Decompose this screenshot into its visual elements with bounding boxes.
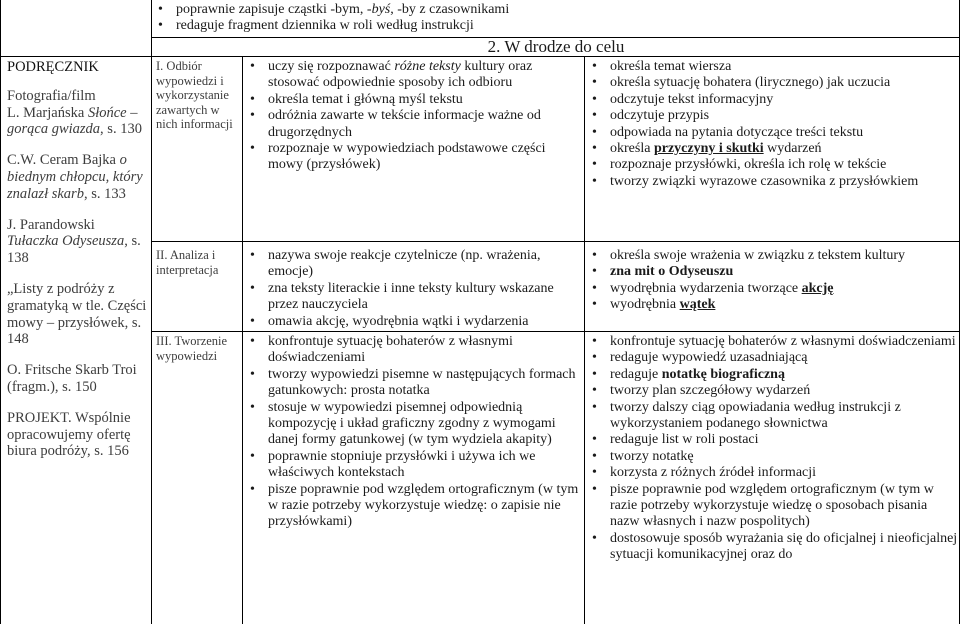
stage-label: III. Tworzenie wypowiedzi <box>156 334 228 363</box>
list-item: • tworzy związki wyrazowe czasownika z przysłówkiem <box>586 174 958 190</box>
list-item: • redaguje wypowiedź uzasadniającą <box>586 350 958 366</box>
extended-requirements-3 <box>586 334 958 564</box>
list-item: • rozpoznaje w wypowiedziach podstawowe części mowy (przysłówek) <box>244 141 582 174</box>
extended-requirements-1 <box>586 59 958 190</box>
list-item: • określa swoje wrażenia w związku z tekstem kultury <box>586 248 958 264</box>
list-item: • odróżnia zawarte w tekście informacje ważne od drugorzędnych <box>244 108 582 141</box>
list-item: • pisze poprawnie pod względem ortograficznym (w tym w razie potrzeby wykorzystuje wiedzę o sposobach pisania nazw własnych i nazw pospolitych) <box>586 482 958 531</box>
list-item: • wyodrębnia wydarzenia tworzące akcję <box>586 281 958 297</box>
reading-item: PROJEKT. Wspólnie opracowujemy ofertę biura podróży, s. 156 <box>7 409 131 460</box>
list-item: • określa temat i główną myśl tekstu <box>244 92 582 108</box>
list-item: • tworzy notatkę <box>586 449 958 465</box>
list-item: • redaguje notatkę biograficzną <box>586 367 958 383</box>
column-divider <box>242 56 243 624</box>
list-item: • konfrontuje sytuację bohaterów z własnymi doświadczeniami <box>586 334 958 350</box>
column-divider <box>584 56 585 624</box>
reading-item: „Listy z podróży z gramatyką w tle. Części mowy – przysłówek, s. 148 <box>7 280 147 348</box>
basic-requirements-1 <box>244 59 582 174</box>
list-item: • zna mit o Odyseuszu <box>586 264 958 280</box>
list-item: • konfrontuje sytuację bohaterów z własnymi doświadczeniami <box>244 334 582 367</box>
top-bullet-list <box>152 2 952 35</box>
list-item: • poprawnie stopniuje przysłówki i używa ich we właściwych kontekstach <box>244 449 582 482</box>
list-item: • rozpoznaje przysłówki, określa ich rolę w tekście <box>586 157 958 173</box>
list-item: • odpowiada na pytania dotyczące treści tekstu <box>586 125 958 141</box>
stage-label: I. Odbiór wypowiedzi i wykorzystanie zawartych w nich informacji <box>156 59 233 132</box>
list-item: • określa temat wiersza <box>586 59 958 75</box>
basic-requirements-2 <box>244 248 582 330</box>
list-item: • tworzy wypowiedzi pisemne w następujących formach gatunkowych: prosta notatka <box>244 367 582 400</box>
reading-item: C.W. Ceram Bajka o biednym chłopcu, który znalazł skarb, s. 133 <box>7 152 143 202</box>
extended-requirements-2 <box>586 248 958 314</box>
basic-requirements-3 <box>244 334 582 531</box>
row-divider <box>0 56 960 57</box>
list-item: • redaguje list w roli postaci <box>586 432 958 448</box>
list-item: • dostosowuje sposób wyrażania się do oficjalnej i nieoficjalnej sytuacji komunikacyjnej oraz do <box>586 531 958 564</box>
column-divider <box>151 0 152 624</box>
list-item: • stosuje w wypowiedzi pisemnej odpowiednią kompozycję i układ graficzny zgodny z wymogami danej formy gatunkowej (w tym wydziela akapity) <box>244 400 582 449</box>
reading-item: J. Parandowski Tułaczka Odyseusza, s. 138 <box>7 216 141 267</box>
list-item: • korzysta z różnych źródeł informacji <box>586 465 958 481</box>
list-item: • nazywa swoje reakcje czytelnicze (np. wrażenia, emocje) <box>244 248 582 281</box>
list-item: • omawia akcję, wyodrębnia wątki i wydarzenia <box>244 314 582 330</box>
list-item: • odczytuje przypis <box>586 108 958 124</box>
reading-item: O. Fritsche Skarb Troi (fragm.), s. 150 <box>7 362 137 395</box>
list-item: • określa sytuację bohatera (lirycznego) jak uczucia <box>586 75 958 91</box>
list-item: • redaguje fragment dziennika w roli według instrukcji <box>152 18 952 34</box>
readings-column <box>7 59 147 460</box>
textbook-label: PODRĘCZNIK <box>7 59 99 75</box>
list-item: • wyodrębnia wątek <box>586 297 958 313</box>
list-item: • zna teksty literackie i inne teksty kultury wskazane przez nauczyciela <box>244 281 582 314</box>
section-heading: 2. W drodze do celu <box>487 37 625 56</box>
stage-label: II. Analiza i interpretacja <box>156 248 219 277</box>
table-border-left <box>0 0 1 624</box>
list-item: • tworzy plan szczegółowy wydarzeń <box>586 383 958 399</box>
row-divider <box>151 331 960 332</box>
list-item: • poprawnie zapisuje cząstki -bym, -byś, -by z czasownikami <box>152 2 952 18</box>
list-item: • odczytuje tekst informacyjny <box>586 92 958 108</box>
list-item: • pisze poprawnie pod względem ortograficznym (w tym w razie potrzeby wykorzystuje wiedzę: o zapisie nie przysłówkami) <box>244 482 582 531</box>
row-divider <box>151 241 960 242</box>
list-item: • określa przyczyny i skutki wydarzeń <box>586 141 958 157</box>
reading-item: Fotografia/film L. Marjańska Słońce – gorąca gwiazda, s. 130 <box>7 87 142 138</box>
list-item: • uczy się rozpoznawać różne teksty kultury oraz stosować odpowiednie sposoby ich odbioru <box>244 59 582 92</box>
list-item: • tworzy dalszy ciąg opowiadania według instrukcji z wykorzystaniem podanego słownictwa <box>586 400 958 433</box>
